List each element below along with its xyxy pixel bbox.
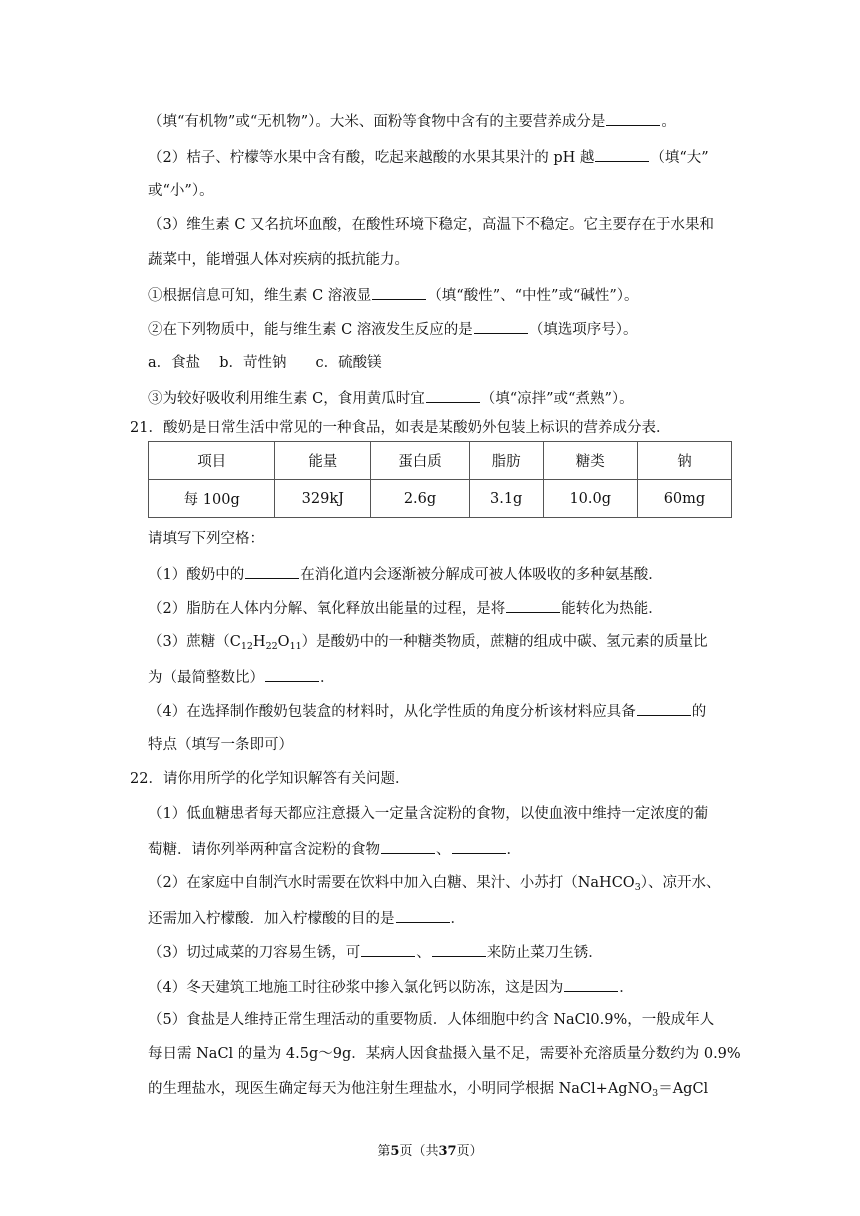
subscript: 11 bbox=[289, 641, 302, 652]
answer-blank bbox=[606, 110, 660, 126]
q20-text: 蔬菜中，能增强人体对疾病的抵抗能力。 bbox=[148, 252, 409, 268]
answer-blank bbox=[245, 563, 299, 579]
question-stem: 21．酸奶是日常生活中常见的一种食品，如表是某酸奶外包装上标识的营养成分表． bbox=[130, 420, 671, 436]
q22-part-5c bbox=[148, 1079, 708, 1099]
question-stem: 22．请你用所学的化学知识解答有关问题． bbox=[130, 771, 410, 787]
q20-options: a．食盐 b．苛性钠 c．硫酸镁 bbox=[148, 355, 382, 371]
footer-text: 页（共 bbox=[399, 1144, 439, 1159]
q22-text: 还需加入柠檬酸．加入柠檬酸的目的是 bbox=[148, 911, 395, 927]
table-row bbox=[149, 480, 732, 518]
q22-stem bbox=[130, 769, 409, 789]
q21-part-2 bbox=[148, 597, 663, 617]
q21-part-3b bbox=[148, 666, 335, 686]
q22-text: 、 bbox=[416, 945, 431, 961]
q21-text: （4）在选择制作酸奶包装盒的材料时，从化学性质的角度分析该材料应具备 bbox=[148, 704, 636, 720]
q21-text: （2）脂肪在人体内分解、氧化释放出能量的过程，是将 bbox=[148, 601, 506, 617]
table-header-cell: 钠 bbox=[637, 442, 731, 480]
q22-part-5 bbox=[148, 1010, 714, 1030]
q21-text: O bbox=[277, 634, 290, 650]
q21-prompt bbox=[148, 529, 264, 549]
answer-blank bbox=[381, 838, 435, 854]
q22-text: ）、凉开水、 bbox=[640, 875, 721, 891]
q21-text: ）是酸奶中的一种糖类物质，蔗糖的组成中碳、氢元素的质量比 bbox=[301, 634, 708, 650]
q21-text: 能转化为热能． bbox=[561, 601, 663, 617]
table-header-cell: 脂肪 bbox=[469, 442, 543, 480]
q21-stem bbox=[130, 418, 670, 438]
q22-text: （1）低血糖患者每天都应注意摄入一定量含淀粉的食物，以使血液中维持一定浓度的葡 bbox=[148, 806, 709, 822]
q22-text: （2）在家庭中自制汽水时需要在饮料中加入白糖、果汁、小苏打（NaHCO bbox=[148, 875, 635, 891]
answer-blank bbox=[637, 700, 691, 716]
q22-text: 萄糖．请你列举两种富含淀粉的食物 bbox=[148, 842, 380, 858]
q20-line-7 bbox=[148, 318, 638, 338]
answer-blank bbox=[265, 666, 319, 682]
subscript: 3 bbox=[652, 1088, 659, 1099]
answer-blank bbox=[452, 838, 506, 854]
q22-text: 、 bbox=[436, 842, 451, 858]
answer-blank bbox=[474, 318, 528, 334]
q22-text: ． bbox=[450, 911, 465, 927]
q20-text: 。 bbox=[661, 114, 676, 130]
q20-text: （填“有机物”或“无机物”）。大米、面粉等食物中含有的主要营养成分是 bbox=[148, 114, 606, 130]
table-cell: 329kJ bbox=[275, 480, 371, 518]
answer-blank bbox=[595, 146, 649, 162]
table-header-cell: 糖类 bbox=[543, 442, 637, 480]
q20-text: （填选项序号）。 bbox=[528, 322, 638, 338]
q22-text: ． bbox=[619, 980, 634, 996]
subscript: 12 bbox=[240, 641, 253, 652]
q21-text: （1）酸奶中的 bbox=[148, 567, 245, 583]
q21-part-1 bbox=[148, 563, 663, 583]
q22-part-4 bbox=[148, 976, 634, 996]
q20-text: （3）维生素 C 又名抗坏血酸，在酸性环境下稳定，高温下不稳定。它主要存在于水果和 bbox=[148, 217, 715, 233]
q22-part-2b bbox=[148, 907, 465, 927]
q22-text: （5）食盐是人维持正常生理活动的重要物质．人体细胞中约含 NaCl0.9%，一般成年人 bbox=[148, 1012, 715, 1028]
q21-text: 在消化道内会逐渐被分解成可被人体吸收的多种氨基酸． bbox=[300, 567, 663, 583]
table-header-cell: 蛋白质 bbox=[371, 442, 470, 480]
q21-text: 为（最简整数比） bbox=[148, 670, 264, 686]
page-number: 5 bbox=[390, 1144, 400, 1159]
table-header-cell: 能量 bbox=[275, 442, 371, 480]
answer-blank bbox=[372, 284, 426, 300]
q20-text: ①根据信息可知，维生素 C 溶液显 bbox=[148, 288, 372, 304]
q22-text: ＝AgCl bbox=[658, 1081, 709, 1097]
q20-text: 或“小”）。 bbox=[148, 183, 214, 199]
q21-text: H bbox=[252, 634, 266, 650]
nutrition-table bbox=[148, 441, 732, 518]
answer-blank bbox=[396, 907, 450, 923]
q20-line-4 bbox=[148, 215, 714, 235]
q20-text: （填“大” bbox=[650, 150, 709, 166]
footer-text: 页） bbox=[456, 1144, 483, 1159]
q22-part-3 bbox=[148, 941, 603, 961]
q22-part-1 bbox=[148, 804, 708, 824]
q22-text: （4）冬天建筑工地施工时往砂浆中掺入氯化钙以防冻，这是因为 bbox=[148, 980, 564, 996]
q20-line-3 bbox=[148, 181, 214, 201]
q22-part-2 bbox=[148, 873, 720, 893]
page-footer bbox=[0, 1140, 860, 1159]
q20-line-2 bbox=[148, 146, 709, 166]
q22-text: 来防止菜刀生锈． bbox=[486, 945, 603, 961]
q21-text: 特点（填写一条即可） bbox=[148, 737, 293, 753]
q22-part-5b bbox=[148, 1044, 741, 1064]
table-cell: 3.1g bbox=[469, 480, 543, 518]
q20-line-5 bbox=[148, 250, 409, 270]
table-cell: 每 100g bbox=[149, 480, 275, 518]
table-cell: 2.6g bbox=[371, 480, 470, 518]
q20-text: （填“酸性”、“中性”或“碱性”）。 bbox=[427, 288, 639, 304]
q21-part-3 bbox=[148, 632, 708, 652]
q20-text: ③为较好吸收利用维生素 C，食用黄瓜时宜 bbox=[148, 391, 425, 407]
footer-text: 第 bbox=[377, 1144, 391, 1159]
q20-line-1 bbox=[148, 110, 676, 130]
table-header-cell: 项目 bbox=[149, 442, 275, 480]
q22-text: 每日需 NaCl 的量为 4.5g～9g．某病人因食盐摄入量不足，需要补充溶质量分数约为 0.9% bbox=[148, 1046, 741, 1062]
subscript: 22 bbox=[265, 641, 278, 652]
q20-line-8 bbox=[148, 353, 382, 373]
q20-text: ②在下列物质中，能与维生素 C 溶液发生反应的是 bbox=[148, 322, 473, 338]
subscript: 3 bbox=[634, 882, 641, 893]
q20-text: （2）桔子、柠檬等水果中含有酸，吃起来越酸的水果其果汁的 pH 越 bbox=[148, 150, 595, 166]
q20-text: （填“凉拌”或“煮熟”）。 bbox=[480, 391, 634, 407]
q21-text: 请填写下列空格： bbox=[148, 531, 264, 547]
q22-part-1b bbox=[148, 838, 521, 858]
q22-text: （3）切过咸菜的刀容易生锈，可 bbox=[148, 945, 361, 961]
page-total: 37 bbox=[438, 1144, 457, 1159]
table-header-row bbox=[149, 442, 732, 480]
q22-text: 的生理盐水，现医生确定每天为他注射生理盐水，小明同学根据 NaCl+AgNO bbox=[148, 1081, 653, 1097]
q21-part-4 bbox=[148, 700, 706, 720]
table-cell: 10.0g bbox=[543, 480, 637, 518]
answer-blank bbox=[361, 941, 415, 957]
q20-line-9 bbox=[148, 387, 634, 407]
table-cell: 60mg bbox=[637, 480, 731, 518]
q21-text: ． bbox=[320, 670, 335, 686]
q20-line-6 bbox=[148, 284, 639, 304]
answer-blank bbox=[432, 941, 486, 957]
q21-part-4b bbox=[148, 735, 293, 755]
answer-blank bbox=[426, 387, 480, 403]
q21-text: 的 bbox=[691, 704, 707, 720]
answer-blank bbox=[506, 597, 560, 613]
q21-text: （3）蔗糖（C bbox=[148, 634, 241, 650]
answer-blank bbox=[564, 976, 618, 992]
q22-text: ． bbox=[506, 842, 521, 858]
